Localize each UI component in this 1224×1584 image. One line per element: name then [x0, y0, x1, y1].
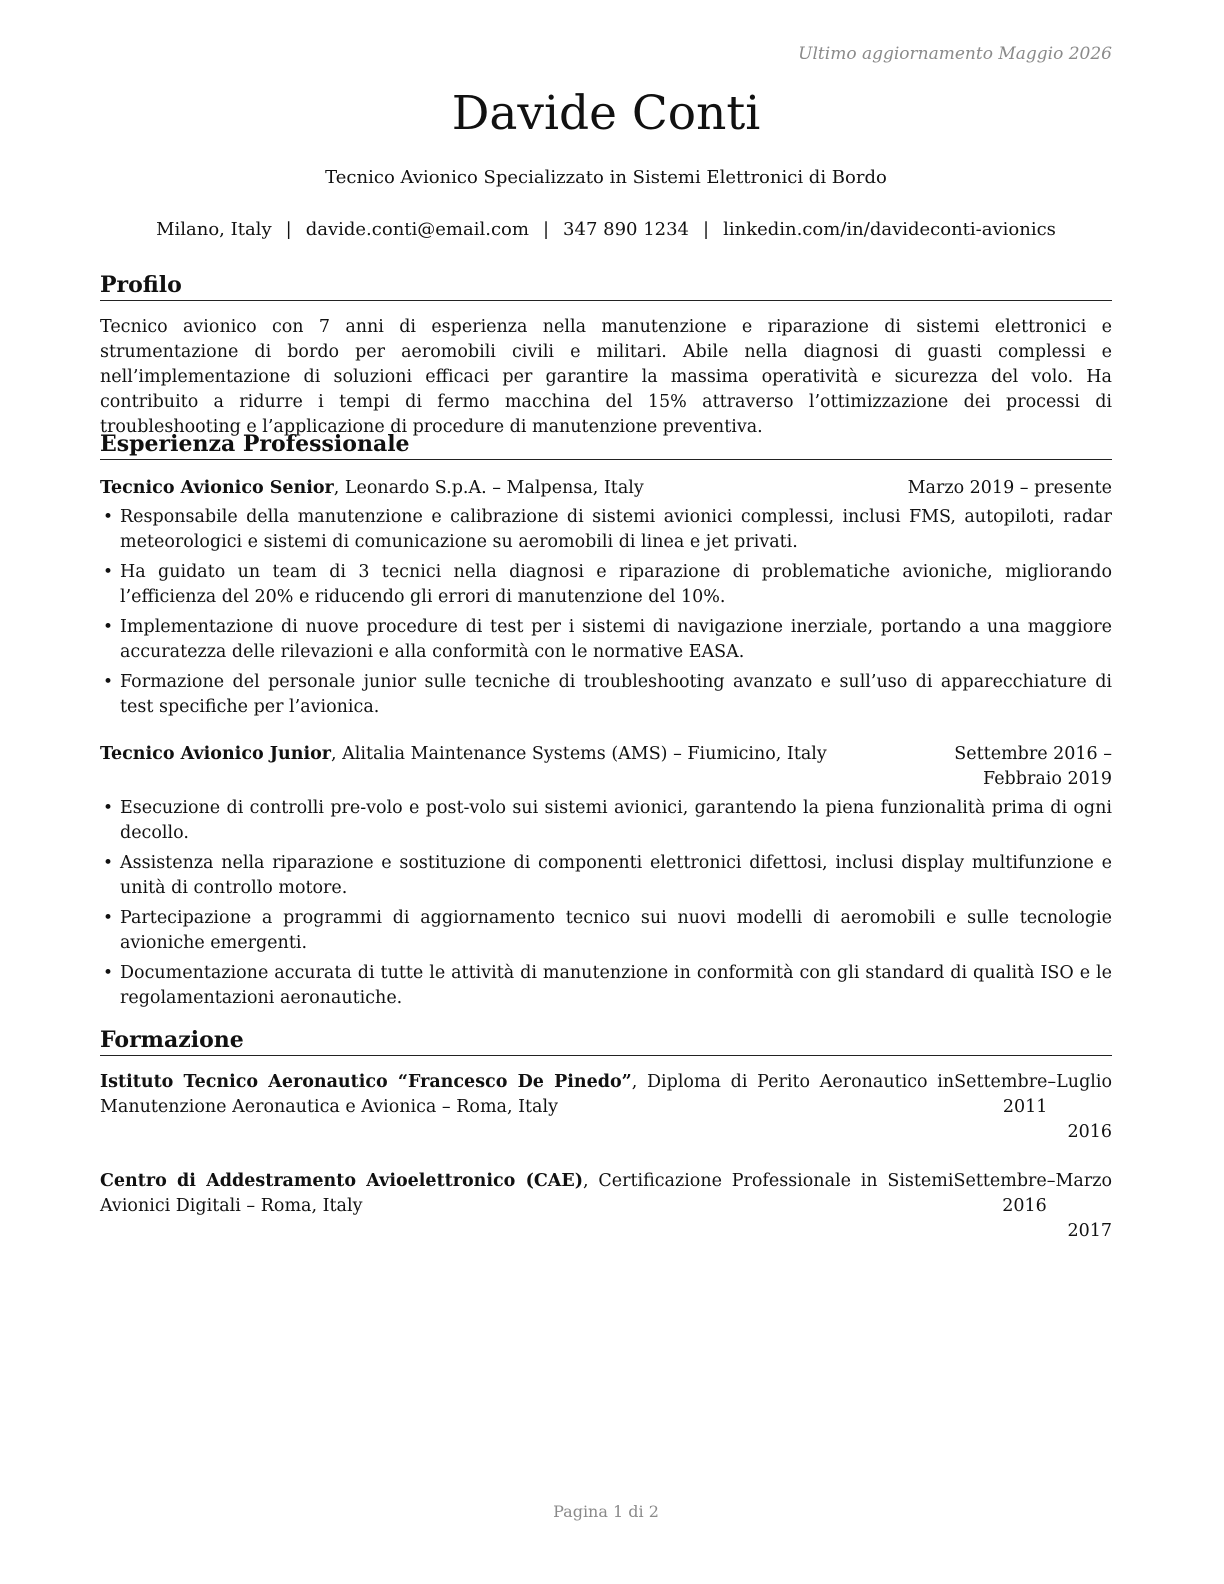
contact-location: Milano, Italy [156, 219, 272, 240]
page-number: Pagina 1 di 2 [553, 1502, 659, 1521]
education-school: Istituto Tecnico Aeronautico “Francesco De Pinedo” [100, 1072, 632, 1092]
job-role: Tecnico Avionico Junior [100, 744, 332, 764]
contact-separator: | [703, 219, 710, 240]
job-header [100, 476, 1112, 501]
contact-line [100, 219, 1112, 240]
contact-separator: | [285, 219, 292, 240]
education-school: Centro di Addestramento Avioelettronico (CAE) [100, 1171, 584, 1191]
contact-phone[interactable]: 347 890 1234 [563, 219, 690, 240]
job-employer: , Alitalia Maintenance Systems (AMS) – Fiumicino, Italy [331, 744, 827, 764]
list-item: • Implementazione di nuove procedure di test per i sistemi di navigazione inerziale, portando a una maggiore accuratezza delle rilevazioni e alla conformità con le normative EASA. [103, 617, 1112, 662]
education-entry [100, 1169, 1112, 1244]
list-item: • Responsabile della manutenzione e calibrazione di sistemi avionici complessi, inclusi FMS, autopiloti, radar meteorologici e sistemi di comunicazione su aeromobili di linea e jet privati. [103, 507, 1112, 552]
bullet-icon: • [103, 963, 114, 983]
list-item: • Documentazione accurata di tutte le attività di manutenzione in conformità con gli standard di qualità ISO e le regolamentazioni aeronautiche. [103, 963, 1112, 1008]
job-dates: Marzo 2019 – presente [907, 478, 1112, 498]
bullet-icon: • [103, 798, 114, 818]
list-item: • Formazione del personale junior sulle tecniche di troubleshooting avanzato e sull’uso di apparecchiature di test specifiche per l’avionica. [103, 672, 1112, 717]
bullet-icon: • [103, 672, 114, 692]
profile-section [100, 271, 1112, 440]
job-employer: , Leonardo S.p.A. – Malpensa, Italy [333, 478, 644, 498]
bullet-icon: • [103, 853, 114, 873]
contact-separator: | [542, 219, 550, 240]
job-header [100, 742, 1112, 792]
section-title-experience: Esperienza Professionale [100, 430, 1112, 460]
education-dates: Settembre 2016 – Marzo 2017 [953, 1171, 1112, 1241]
job-dates: Settembre 2016 – Febbraio 2019 [954, 744, 1112, 789]
contact-email[interactable]: davide.conti@email.com [305, 219, 529, 240]
candidate-headline: Tecnico Avionico Specializzato in Sistemi Elettronici di Bordo [325, 167, 887, 188]
section-title-profile: Profilo [100, 271, 1112, 301]
job-role: Tecnico Avionico Senior [100, 478, 334, 498]
list-item: • Partecipazione a programmi di aggiornamento tecnico sui nuovi modelli di aeromobili e sulle tecnologie avioniche emergenti. [103, 908, 1112, 953]
list-item: • Ha guidato un team di 3 tecnici nella diagnosi e riparazione di problematiche avioniche, migliorando l’efficienza del 20% e riducendo gli errori di manutenzione del 10%. [103, 562, 1112, 607]
job-entry [100, 476, 1112, 720]
bullet-icon: • [103, 562, 114, 582]
education-detail: , Certificazione Professionale in Sistemi Avionici Digitali – Roma, Italy [100, 1171, 954, 1216]
candidate-name: Davide Conti [451, 86, 761, 141]
contact-linkedin[interactable]: linkedin.com/in/davideconti-avionics [723, 219, 1056, 240]
list-item: • Assistenza nella riparazione e sostituzione di componenti elettronici difettosi, inclusi display multifunzione e unità di controllo motore. [103, 853, 1112, 898]
education-dates: Settembre 2011 – Luglio 2016 [954, 1072, 1112, 1142]
section-title-education: Formazione [100, 1026, 1112, 1056]
bullet-icon: • [103, 908, 114, 928]
resume-page [100, 0, 1112, 1584]
experience-section [100, 430, 1112, 1016]
job-bullets [100, 796, 1112, 1011]
education-section [100, 1026, 1112, 1244]
education-detail: , Diploma di Perito Aeronautico in Manutenzione Aeronautica e Avionica – Roma, Italy [100, 1072, 955, 1117]
last-updated: Ultimo aggiornamento Maggio 2026 [798, 44, 1112, 64]
job-bullets [100, 505, 1112, 720]
education-entry [100, 1070, 1112, 1145]
list-item: • Esecuzione di controlli pre-volo e post-volo sui sistemi avionici, garantendo la piena funzionalità prima di ogni decollo. [103, 798, 1112, 843]
bullet-icon: • [103, 617, 114, 637]
bullet-icon: • [103, 507, 114, 527]
job-entry [100, 742, 1112, 1011]
profile-summary: Tecnico avionico con 7 anni di esperienza nella manutenzione e riparazione di sistemi elettronici e strumentazione di bordo per aeromobili civili e militari. Abile nella diagnosi di guasti complessi e nell’implementazione di soluzioni efficaci per garantire la massima operatività e sicurezza del volo. Ha contribuito a ridurre i tempi di fermo macchina del 15% attraverso l’ottimizzazione dei processi di troubleshooting e l’applicazione di procedure di manutenzione preventiva. [100, 317, 1112, 437]
